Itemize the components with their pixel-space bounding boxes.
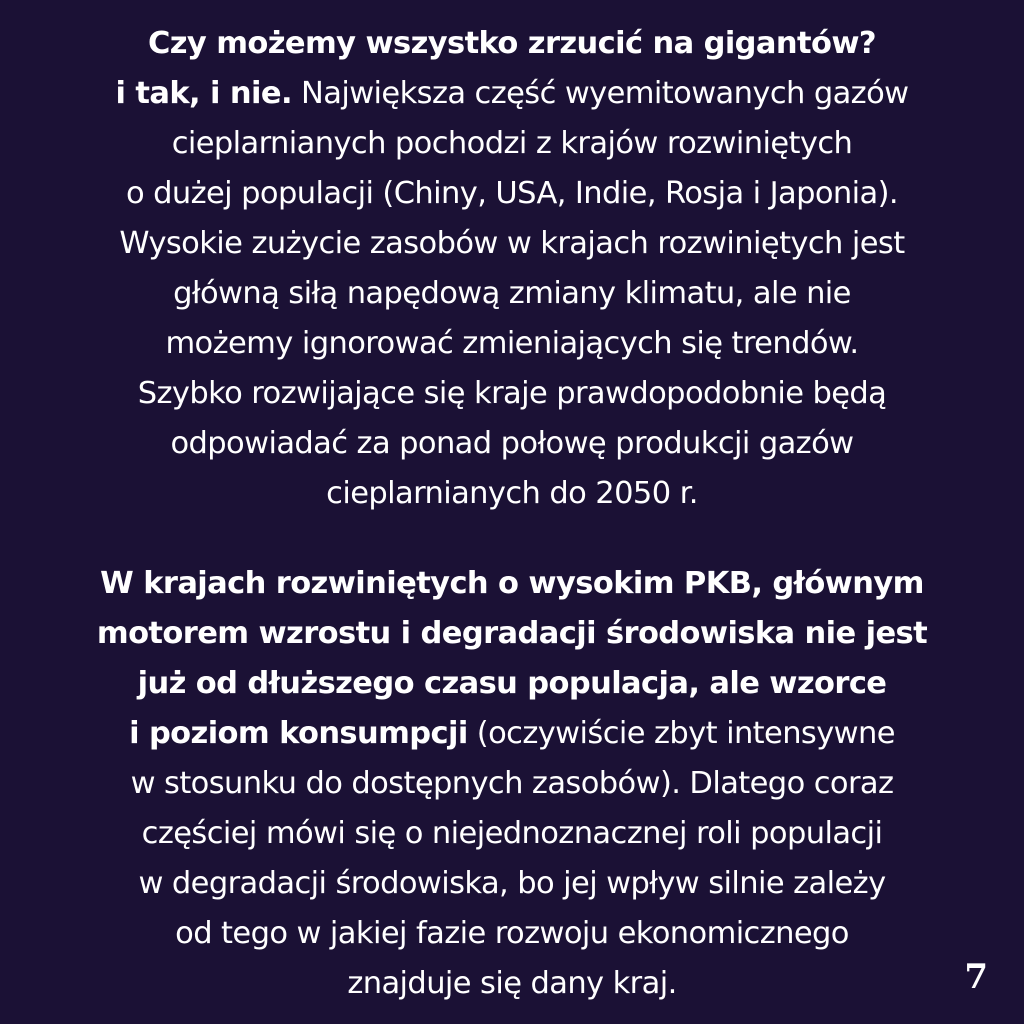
- text-line: w degradacji środowiska, bo jej wpływ silnie zależy: [138, 866, 886, 901]
- lead-line: [20, 69, 1004, 119]
- text-line: Szybko rozwijające się kraje prawdopodobnie będą: [137, 376, 887, 411]
- text-line: cieplarnianych do 2050 r.: [326, 476, 698, 511]
- text-line: częściej mówi się o niejednoznacznej roli populacji: [141, 816, 883, 851]
- bold-text-line: motorem wzrostu i degradacji środowiska nie jest: [96, 616, 928, 651]
- mixed-line: [20, 709, 1004, 759]
- lead-bold-text: i tak, i nie.: [115, 76, 292, 111]
- text-line: znajduje się dany kraj.: [347, 966, 677, 1001]
- text-line: od tego w jakiej fazie rozwoju ekonomicznego: [175, 916, 849, 951]
- paragraph-consumption: [20, 559, 1004, 1009]
- mixed-regular-text: (oczywiście zbyt intensywne: [467, 716, 895, 751]
- text-line: możemy ignorować zmieniających się trendów.: [165, 326, 859, 361]
- bold-text-line: W krajach rozwiniętych o wysokim PKB, głównym: [100, 566, 924, 601]
- text-line: główną siłą napędową zmiany klimatu, ale nie: [173, 276, 851, 311]
- text-line: Wysokie zużycie zasobów w krajach rozwiniętych jest: [119, 226, 905, 261]
- bold-text-line: już od dłuższego czasu populacja, ale wzorce: [137, 666, 887, 701]
- text-line: odpowiadać za ponad połowę produkcji gazów: [170, 426, 854, 461]
- text-line: w stosunku do dostępnych zasobów). Dlatego coraz: [130, 766, 894, 801]
- text-line: cieplarnianych pochodzi z krajów rozwiniętych: [171, 126, 853, 161]
- paragraph-heading: Czy możemy wszystko zrzucić na gigantów?: [147, 26, 877, 61]
- page-number: 7: [964, 957, 988, 997]
- text-line: o dużej populacji (Chiny, USA, Indie, Rosja i Japonia).: [125, 176, 899, 211]
- paragraph-giants: [20, 19, 1004, 519]
- mixed-bold-text: i poziom konsumpcji: [129, 716, 468, 751]
- lead-regular-text: Największa część wyemitowanych gazów: [291, 76, 909, 111]
